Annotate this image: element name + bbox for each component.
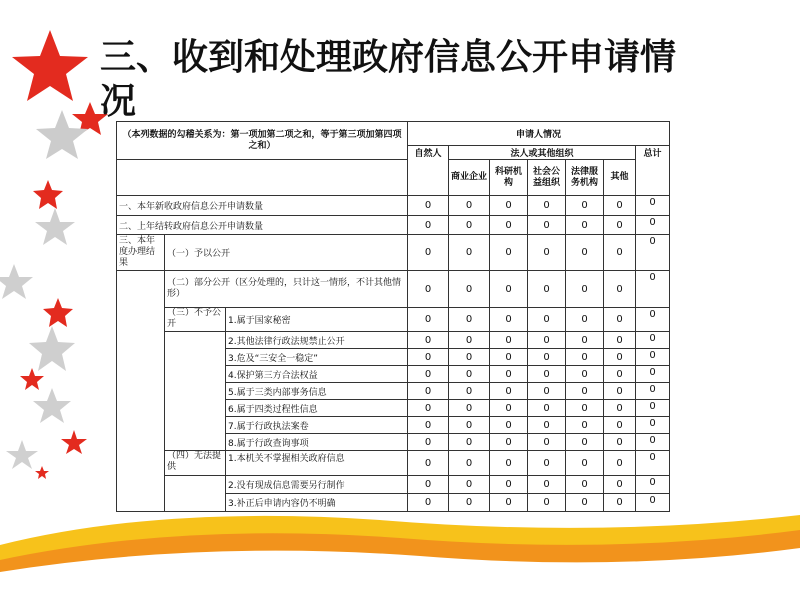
page-title: 三、收到和处理政府信息公开申请情况	[100, 37, 677, 122]
cell-value: 0	[408, 196, 449, 216]
cell-value: 0	[490, 451, 528, 476]
cell-value: 0	[604, 196, 636, 216]
cell-value: 0	[490, 235, 528, 271]
cell-value: 0	[566, 383, 604, 400]
row-label: 4.保护第三方合法权益	[226, 366, 408, 383]
cell-value: 0	[566, 216, 604, 235]
cell-value: 0	[449, 308, 490, 332]
row-label: （一）予以公开	[165, 235, 408, 271]
cell-value: 0	[408, 383, 449, 400]
table-row	[117, 332, 670, 349]
cell-value: 0	[449, 383, 490, 400]
table-header-row	[117, 122, 670, 146]
cell-total: 0	[636, 366, 670, 383]
cell-value: 0	[604, 366, 636, 383]
cell-value: 0	[528, 349, 566, 366]
cell-value: 0	[408, 216, 449, 235]
cell-value: 0	[408, 494, 449, 512]
row-label: 2.没有现成信息需要另行制作	[226, 476, 408, 494]
table-header-row	[117, 160, 670, 196]
red-star-icon	[61, 430, 87, 454]
cell-value: 0	[490, 216, 528, 235]
row-label: （二）部分公开（区分处理的，只计这一情形，不计其他情形）	[165, 271, 408, 308]
cell-value: 0	[566, 349, 604, 366]
legal-group-header: 法人或其他组织	[449, 146, 636, 160]
group-spacer	[165, 332, 226, 451]
row-label: 1.本机关不掌握相关政府信息	[226, 451, 408, 476]
cell-total: 0	[636, 476, 670, 494]
cell-value: 0	[490, 476, 528, 494]
table-row	[117, 451, 670, 476]
cell-total: 0	[636, 308, 670, 332]
cell-value: 0	[528, 308, 566, 332]
cell-value: 0	[604, 332, 636, 349]
cell-value: 0	[449, 332, 490, 349]
red-star-icon	[12, 30, 88, 101]
cell-value: 0	[408, 235, 449, 271]
cell-value: 0	[604, 400, 636, 417]
red-star-icon	[35, 466, 49, 479]
cell-value: 0	[449, 235, 490, 271]
sub-header: 科研机构	[490, 160, 528, 196]
applicant-header: 申请人情况	[408, 122, 670, 146]
cell-value: 0	[408, 366, 449, 383]
gray-star-icon	[33, 388, 71, 423]
sub-header: 其他	[604, 160, 636, 196]
cell-value: 0	[449, 271, 490, 308]
cell-total: 0	[636, 417, 670, 434]
cell-value: 0	[490, 366, 528, 383]
cell-value: 0	[604, 434, 636, 451]
cell-value: 0	[490, 349, 528, 366]
cell-value: 0	[604, 271, 636, 308]
natural-person-header: 自然人	[408, 146, 449, 196]
cell-value: 0	[490, 196, 528, 216]
gray-star-icon	[6, 440, 38, 469]
cell-value: 0	[528, 235, 566, 271]
cell-value: 0	[528, 366, 566, 383]
gray-star-icon	[0, 264, 33, 299]
table-row	[117, 196, 670, 216]
cell-total: 0	[636, 383, 670, 400]
cell-value: 0	[408, 271, 449, 308]
cell-value: 0	[566, 271, 604, 308]
cell-total: 0	[636, 235, 670, 271]
cell-value: 0	[528, 400, 566, 417]
cell-value: 0	[604, 349, 636, 366]
cell-value: 0	[566, 235, 604, 271]
cell-value: 0	[566, 400, 604, 417]
sub-header: 商业企业	[449, 160, 490, 196]
cell-value: 0	[566, 196, 604, 216]
cell-value: 0	[528, 451, 566, 476]
cell-value: 0	[490, 332, 528, 349]
cell-value: 0	[528, 216, 566, 235]
cell-value: 0	[604, 216, 636, 235]
sub-header: 社会公益组织	[528, 160, 566, 196]
red-star-icon	[20, 368, 44, 390]
cell-value: 0	[449, 451, 490, 476]
cell-value: 0	[490, 417, 528, 434]
cell-value: 0	[604, 476, 636, 494]
cell-value: 0	[604, 235, 636, 271]
cell-total: 0	[636, 332, 670, 349]
cell-value: 0	[566, 434, 604, 451]
cell-value: 0	[490, 383, 528, 400]
row-label: 1.属于国家秘密	[226, 308, 408, 332]
cell-value: 0	[449, 349, 490, 366]
cell-value: 0	[566, 308, 604, 332]
cell-value: 0	[604, 451, 636, 476]
cell-value: 0	[566, 476, 604, 494]
cell-value: 0	[566, 366, 604, 383]
table-row	[117, 235, 670, 271]
cell-value: 0	[408, 451, 449, 476]
cell-total: 0	[636, 451, 670, 476]
cell-value: 0	[490, 400, 528, 417]
cell-value: 0	[408, 308, 449, 332]
gray-star-icon	[35, 208, 75, 245]
table-row	[117, 476, 670, 494]
cell-value: 0	[408, 476, 449, 494]
cell-value: 0	[604, 417, 636, 434]
cell-value: 0	[566, 451, 604, 476]
cell-value: 0	[604, 494, 636, 512]
row-label: 3.补正后申请内容仍不明确	[226, 494, 408, 512]
cell-total: 0	[636, 216, 670, 235]
cell-value: 0	[449, 400, 490, 417]
cell-total: 0	[636, 494, 670, 512]
cell-value: 0	[449, 196, 490, 216]
cell-total: 0	[636, 349, 670, 366]
group-label: （四）无法提供	[165, 451, 226, 476]
cell-value: 0	[449, 366, 490, 383]
cell-value: 0	[528, 271, 566, 308]
row-label: 二、上年结转政府信息公开申请数量	[117, 216, 408, 235]
section3-spacer	[117, 271, 165, 512]
group-label: （三）不予公开	[165, 308, 226, 332]
cell-value: 0	[604, 383, 636, 400]
row-label: 6.属于四类过程性信息	[226, 400, 408, 417]
row-label: 一、本年新收政府信息公开申请数量	[117, 196, 408, 216]
row-label: 7.属于行政执法案卷	[226, 417, 408, 434]
table-row	[117, 216, 670, 235]
cell-value: 0	[528, 434, 566, 451]
cell-value: 0	[449, 494, 490, 512]
cell-total: 0	[636, 271, 670, 308]
blank-header-cell	[117, 160, 408, 196]
cell-value: 0	[449, 434, 490, 451]
row-label: 8.属于行政查询事项	[226, 434, 408, 451]
cell-value: 0	[449, 476, 490, 494]
row-label: 3.危及“三安全一稳定”	[226, 349, 408, 366]
cell-value: 0	[408, 349, 449, 366]
cell-value: 0	[449, 216, 490, 235]
cell-value: 0	[449, 417, 490, 434]
cell-value: 0	[528, 417, 566, 434]
cell-value: 0	[528, 494, 566, 512]
section3-label: 三、本年度办理结果	[117, 235, 165, 271]
cell-value: 0	[408, 332, 449, 349]
cell-value: 0	[566, 494, 604, 512]
cell-value: 0	[490, 308, 528, 332]
cell-value: 0	[528, 383, 566, 400]
cell-value: 0	[528, 196, 566, 216]
gray-star-icon	[29, 326, 75, 371]
cell-value: 0	[490, 434, 528, 451]
cell-value: 0	[490, 271, 528, 308]
row-label: 5.属于三类内部事务信息	[226, 383, 408, 400]
total-header: 总计	[636, 146, 670, 196]
cell-value: 0	[566, 417, 604, 434]
cell-value: 0	[604, 308, 636, 332]
cell-total: 0	[636, 434, 670, 451]
table-row	[117, 271, 670, 308]
cell-value: 0	[528, 332, 566, 349]
cell-value: 0	[490, 494, 528, 512]
sub-header: 法律服务机构	[566, 160, 604, 196]
cell-value: 0	[528, 476, 566, 494]
row-label: 2.其他法律行政法规禁止公开	[226, 332, 408, 349]
group-spacer	[165, 476, 226, 512]
cell-value: 0	[566, 332, 604, 349]
red-star-icon	[43, 298, 73, 327]
government-info-request-table	[116, 121, 670, 512]
cell-total: 0	[636, 196, 670, 216]
cell-value: 0	[408, 434, 449, 451]
table-note: （本列数据的勾稽关系为：第一项加第二项之和，等于第三项加第四项之和）	[117, 122, 408, 160]
table-row	[117, 308, 670, 332]
cell-value: 0	[408, 400, 449, 417]
cell-value: 0	[408, 417, 449, 434]
cell-total: 0	[636, 400, 670, 417]
red-star-icon	[33, 180, 63, 209]
